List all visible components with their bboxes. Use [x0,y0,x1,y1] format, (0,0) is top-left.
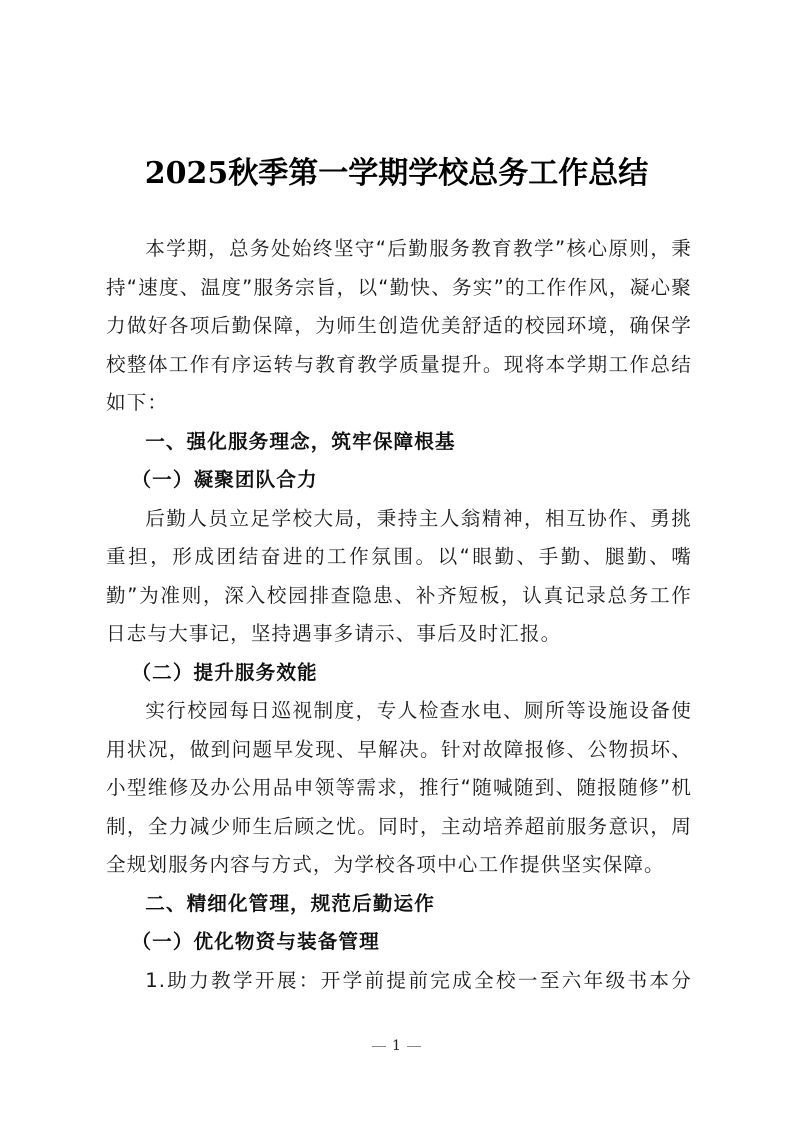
subsection-heading-2-1: （一）优化物资与装备管理 [131,930,380,953]
footer-dash-right [407,1046,421,1047]
section-heading-2: 二、精细化管理，规范后勤运作 [145,891,435,915]
page-number: 1 [392,1038,401,1054]
document-title: 2025秋季第一学期学校总务工作总结 [144,156,649,191]
paragraph-team: 后勤人员立足学校大局，秉持主人翁精神，相互协作、勇挑重担，形成团结奋进的工作氛围。以“眼勤、手勤、腿勤、嘴勤”为准则，深入校园排查隐患、补齐短板，认真记录总务工作日志与大事记，坚持遇事多请示、事后及时汇报。 [106,506,692,645]
paragraph-teaching-support: 1.助力教学开展：开学前提前完成全校一至六年级书本分 [145,968,692,992]
subsection-heading-1-1: （一）凝聚团队合力 [131,468,318,491]
subsection-heading-1-2: （二）提升服务效能 [131,660,318,684]
document-body [106,230,692,1000]
footer-dash-left [372,1046,386,1047]
page-footer [0,1038,793,1054]
section-heading-1: 一、强化服务理念，筑牢保障根基 [145,429,456,453]
intro-paragraph: 本学期，总务处始终坚守“后勤服务教育教学”核心原则，秉持“速度、温度”服务宗旨，以“勤快、务实”的工作作风，凝心聚力做好各项后勤保障，为师生创造优美舒适的校园环境，确保学校整体工作有序运转与教育教学质量提升。现将本学期工作总结如下： [106,237,692,414]
paragraph-efficiency: 实行校园每日巡视制度，专人检查水电、厕所等设施设备使用状况，做到问题早发现、早解决。针对故障报修、公物损坏、小型维修及办公用品申领等需求，推行“随喊随到、随报随修”机制，全力减少师生后顾之忧。同时，主动培养超前服务意识，周全规划服务内容与方式，为学校各项中心工作提供坚实保障。 [106,699,692,876]
